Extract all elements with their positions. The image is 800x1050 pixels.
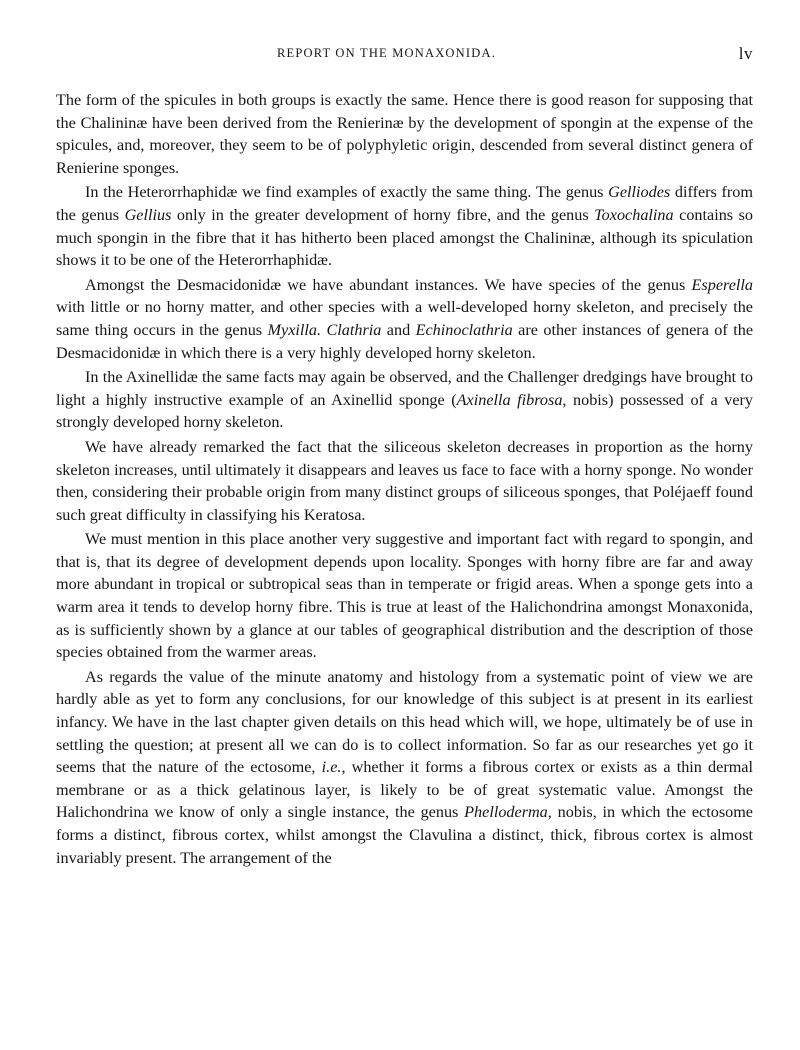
text-segment: and	[381, 320, 416, 339]
text-segment: differs from the genus	[56, 183, 753, 224]
genus-name-myxilla: Myxilla.	[267, 320, 322, 339]
genus-name-gellius: Gellius	[124, 205, 172, 224]
genus-name-toxochalina: Toxochalina	[594, 205, 674, 224]
page-number: lv	[738, 44, 753, 63]
paragraph-spongin-locality	[56, 528, 753, 664]
text-segment: , nobis, in which the ectosome forms a distinct, fibrous cortex, whilst amongst the Clavulina a distinct, thick, fibrous cortex is almost invariably present. The arrangement of the	[56, 803, 753, 867]
paragraph-axinellidae	[56, 366, 753, 434]
text-segment: are other instances of genera of the Desmacidonidæ in which there is a very highly developed horny skeleton.	[56, 320, 754, 362]
running-title: REPORT ON THE MONAXONIDA.	[276, 46, 497, 60]
abbreviation-ie: i.e.	[321, 758, 342, 777]
text-segment: , nobis) possessed of a very strongly developed horny skeleton.	[56, 390, 753, 432]
paragraph-desmacidonidae	[56, 274, 753, 364]
paragraph-minute-anatomy	[56, 666, 753, 869]
text-segment: As regards the value of the minute anatomy and histology from a systematic point of view we are hardly able as yet to form any conclusions, for our knowledge of this subject is at present in its earliest infancy. We have in the last chapter given details on this head which will, we hope, ultimately be of use in settling the question; at present all we can do is to collect information. So far as our researches yet go it seems that the nature of the ectosome,	[56, 667, 753, 777]
text-segment: In the Axinellidæ the same facts may again be observed, and the Challenger dredgings have brought to light a highly instructive example of an Axinellid sponge (	[56, 368, 753, 409]
genus-name-gelliodes: Gelliodes	[608, 183, 671, 202]
genus-name-phelloderma: Phelloderma	[464, 803, 548, 822]
genus-name-echinoclathria: Echinoclathria	[415, 320, 513, 339]
species-name-axinella-fibrosa: Axinella fibrosa	[456, 390, 563, 409]
paragraph-spicule-form	[56, 89, 753, 179]
text-segment: only in the greater development of horny fibre, and the genus	[171, 205, 595, 224]
text-segment: contains so much spongin in the fibre that it has hitherto been placed amongst the Chalininæ, although its spiculation shows it to be one of the Heterorrhaphidæ.	[56, 205, 754, 270]
paragraph-siliceous-skeleton	[56, 436, 753, 526]
text-segment: , whether it forms a fibrous cortex or exists as a thin dermal membrane or as a thick gelatinous layer, is likely to be of great systematic value. Amongst the Halichondrina we know of only a single instance, the genus	[56, 758, 753, 822]
genus-name-esperella: Esperella	[691, 275, 753, 294]
paragraph-heterorrhaphidae	[56, 181, 753, 271]
book-page	[56, 0, 753, 869]
text-segment: Amongst the Desmacidonidæ we have abundant instances. We have species of the genus	[85, 275, 692, 294]
text-segment: with little or no horny matter, and other species with a well-developed horny skeleton, and precisely the same thing occurs in the genus	[56, 298, 753, 339]
text-segment: We must mention in this place another very suggestive and important fact with regard to spongin, and that is, that its degree of development depends upon locality. Sponges with horny fibre are far and away more abundant in tropical or subtropical seas than in temperate or frigid areas. When a sponge gets into a warm area it tends to develop horny fibre. This is true at least of the Halichondrina amongst Monaxonida, as is sufficiently shown by a glance at our tables of geographical distribution and the description of those species obtained from the warmer areas.	[56, 530, 753, 662]
body-text	[56, 89, 753, 869]
running-header	[56, 0, 753, 64]
text-segment: We have already remarked the fact that the siliceous skeleton decreases in proportion as the horny skeleton increases, until ultimately it disappears and leaves us face to face with a horny sponge. No wonder then, considering their probable origin from many distinct groups of siliceous sponges, that Poléjaeff found such great difficulty in classifying his Keratosa.	[56, 437, 753, 524]
text-segment: In the Heterorrhaphidæ we find examples of exactly the same thing. The genus	[85, 183, 609, 202]
genus-name-clathria: Clathria	[326, 320, 382, 339]
text-segment: The form of the spicules in both groups is exactly the same. Hence there is good reason for supposing that the Chalininæ have been derived from the Renierinæ by the development of spongin at the expense of the spicules, and, moreover, they seem to be of polyphyletic origin, descended from several distinct genera of Renierine sponges.	[56, 91, 753, 177]
